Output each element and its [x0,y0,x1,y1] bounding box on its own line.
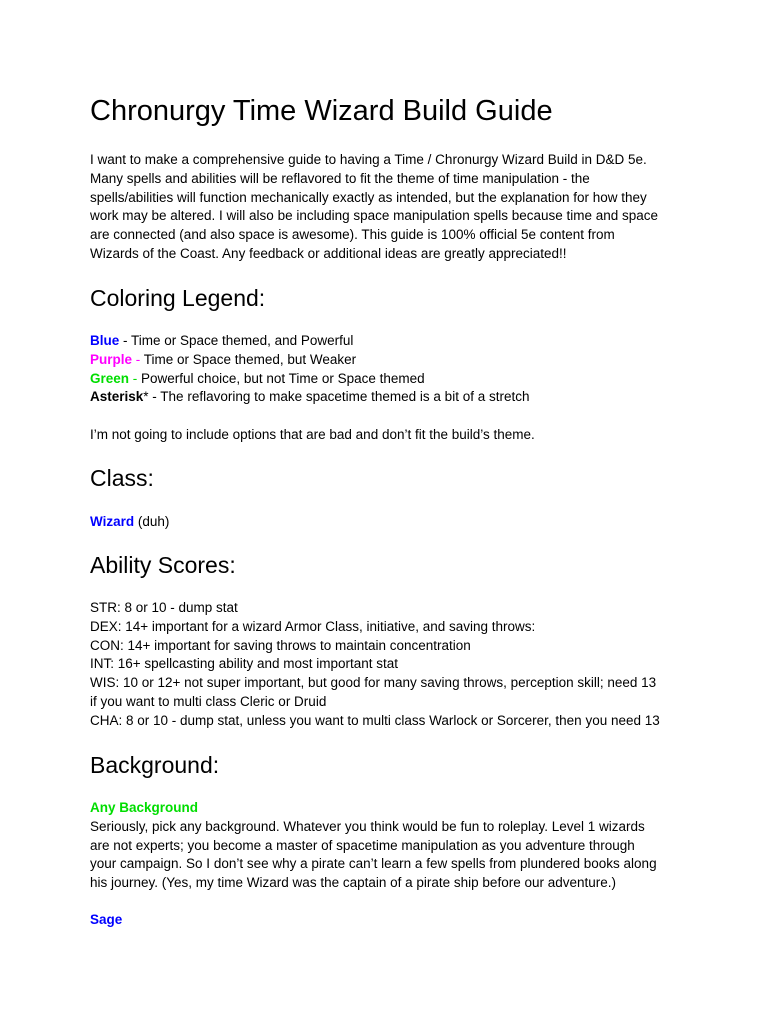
intro-paragraph [90,151,658,264]
ability-score-line: INT: 16+ spellcasting ability and most important stat [90,656,399,672]
class-choice-note: (duh) [134,514,170,529]
class-choice-label: Wizard [90,514,135,529]
legend-blue-label: Blue [90,333,120,348]
background-any-line: Seriously, pick any background. Whatever you think would be fun to roleplay. Level 1 wizards [90,818,645,834]
background-sage [90,911,122,930]
intro-line: are connected (and also space is awesome). This guide is 100% official 5e content from [90,227,615,243]
intro-line: work may be altered. I will also be including space manipulation spells because time and space [90,208,659,224]
class-choice-line [90,513,169,532]
intro-line: spells/abilities will function mechanically exactly as intended, but the explanation for how they [90,189,647,205]
legend-green-text: Powerful choice, but not Time or Space themed [137,370,425,386]
legend-purple-text: Time or Space themed, but Weaker [140,351,357,367]
background-any-line: your campaign. So I don’t see why a pirate can’t learn a few spells from plundered books along [90,856,657,872]
ability-score-line: DEX: 14+ important for a wizard Armor Class, initiative, and saving throws: [90,618,536,634]
legend-item-blue [90,332,529,351]
ability-score-line: STR: 8 or 10 - dump stat [90,600,238,615]
ability-score-line: CHA: 8 or 10 - dump stat, unless you want to multi class Warlock or Sorcerer, then you need 13 [90,712,660,728]
legend-item-purple [90,351,529,370]
class-choice [90,513,169,532]
ability-score-line: WIS: 10 or 12+ not super important, but good for many saving throws, perception skill; need 13 [90,675,657,691]
background-heading: Background: [90,752,220,778]
legend-list [90,332,529,407]
intro-line: Wizards of the Coast. Any feedback or additional ideas are greatly appreciated!! [90,245,567,261]
legend-asterisk-label: Asterisk [90,389,144,405]
legend-item-green [90,370,529,389]
legend-green-dash: - [129,370,138,386]
legend-note-text: I’m not going to include options that are bad and don’t fit the build’s theme. [90,427,535,442]
background-any [90,799,657,893]
background-any-line: are not experts; you become a master of spacetime manipulation as you adventure through [90,837,635,853]
intro-line: I want to make a comprehensive guide to having a Time / Chronurgy Wizard Build in D&D 5e. [90,152,647,167]
background-any-label: Any Background [90,800,199,815]
ability-scores-heading: Ability Scores: [90,552,236,578]
ability-score-line: if you want to multi class Cleric or Druid [90,693,327,709]
legend-purple-dash: - [132,351,141,367]
intro-line: Many spells and abilities will be reflavored to fit the theme of time manipulation - the [90,170,590,186]
background-any-line: his journey. (Yes, my time Wizard was the captain of a pirate ship before our adventure.) [90,875,617,891]
class-heading: Class: [90,465,154,491]
page-title: Chronurgy Time Wizard Build Guide [90,95,553,127]
legend-heading: Coloring Legend: [90,285,266,311]
legend-purple-label: Purple [90,351,133,367]
legend-green-label: Green [90,370,130,386]
ability-score-line: CON: 14+ important for saving throws to maintain concentration [90,637,471,653]
background-sage-label: Sage [90,912,123,927]
legend-asterisk-text: * - The reflavoring to make spacetime themed is a bit of a stretch [143,389,530,405]
legend-blue-text: - Time or Space themed, and Powerful [119,333,354,348]
ability-scores-list [90,599,660,731]
legend-item-asterisk [90,388,529,407]
legend-note [90,426,535,445]
